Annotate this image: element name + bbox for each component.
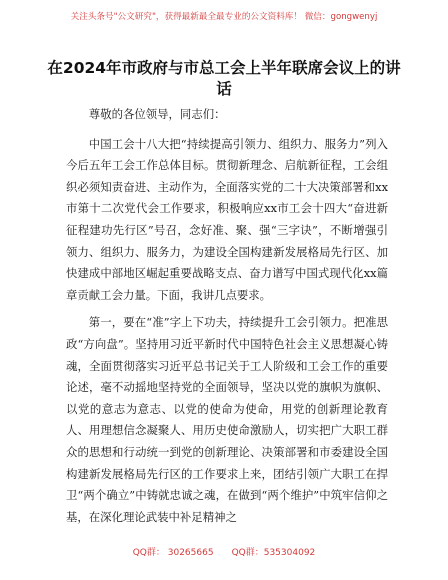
document-title: 在2024年市政府与市总工会上半年联席会议上的讲话 (47, 59, 401, 98)
salutation: 尊敬的各位领导，同志们： (88, 107, 226, 121)
qq-group-2: QQ群：535304092 (231, 548, 316, 558)
document-body (66, 104, 388, 534)
paragraph-1: 中国工会十八大把“持续提高引领力、组织力、服务力”列入今后五年工会工作总体目标。贯彻新理念、启航新征程，工会组织必须知责奋进、主动作为，全面落实党的二十大决策部署和xx市第十二次党代会工作要求，积极响应xx市工会十四大“奋进新征程建功先行区”号召，念好准、聚、强“三字诀”，不断增强引领力、组织力、服务力，为建设全国构建新发展格局先行区、加快建成中部地区崛起重要战略支点、奋力谱写中国式现代化xx篇章贡献工会力量。下面，我讲几点要求。 (66, 136, 388, 302)
paragraph-2: 第一，要在“准”字上下功夫，持续提升工会引领力。把准思政“方向盘”。坚持用习近平新时代中国特色社会主义思想凝心铸魂，全面贯彻落实习近平总书记关于工人阶级和工会工作的重要论述，毫不动摇地坚持党的全面领导，坚决以党的旗帜为旗帜、以党的意志为意志、以党的使命为使命，用党的创新理论教育人、用理想信念凝聚人、用历史使命激励人，切实把广大职工群众的思想和行动统一到党的创新理论、决策部署和市委建设全国构建新发展格局先行区的工作要求上来，团结引领广大职工在捍卫“两个确立”中铸就忠诚之魂，在做到“两个维护”中筑牢信仰之基，在深化理论武装中补足精神之 (66, 315, 388, 524)
footer-contact (0, 545, 448, 558)
promo-banner: 关注头条号"公文研究"，获得最新最全最专业的公文资料库！ 微信：gongwenyj (70, 12, 378, 22)
qq-group-1: QQ群： 30265665 (132, 548, 214, 558)
